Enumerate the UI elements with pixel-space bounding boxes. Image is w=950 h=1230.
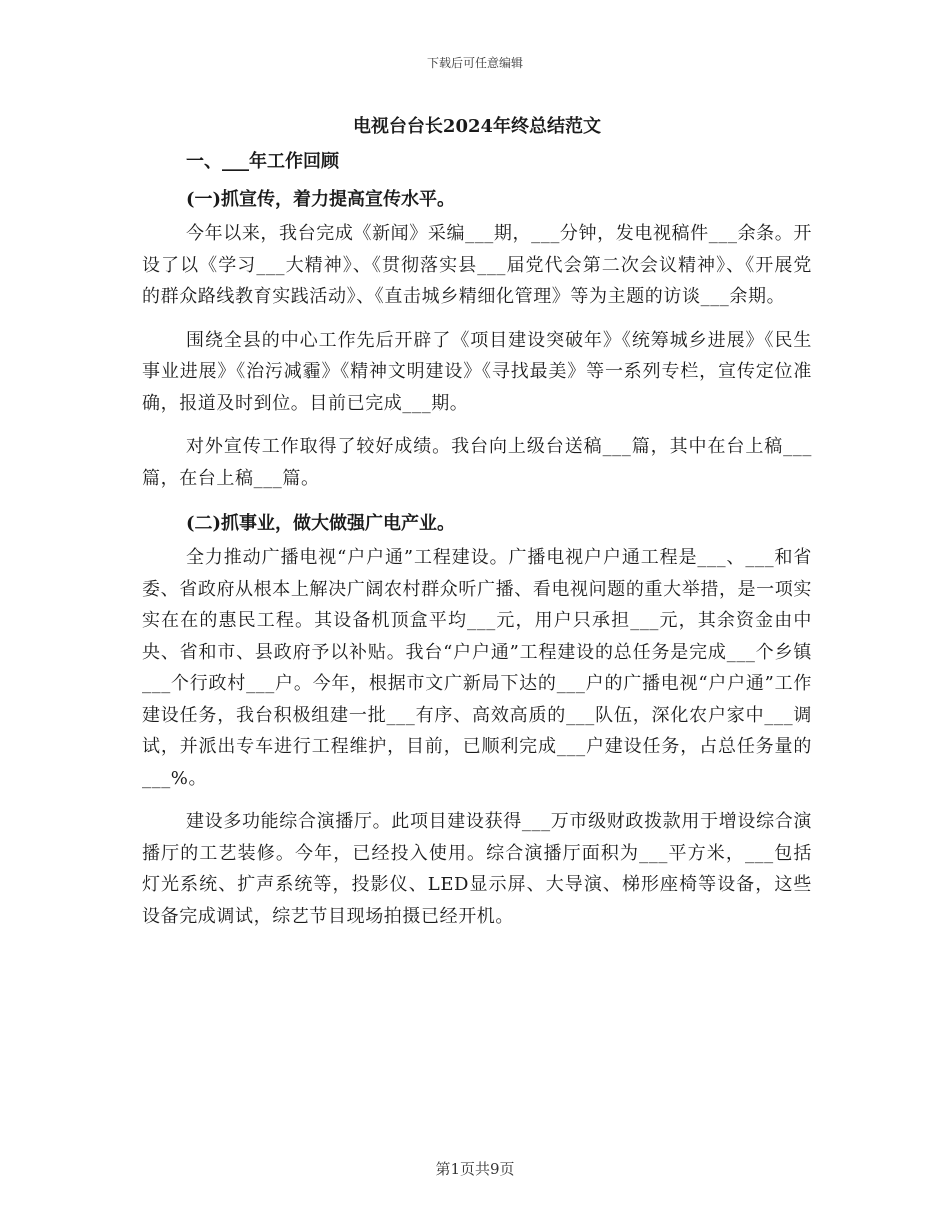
paragraph-news-production: 今年以来，我台完成《新闻》采编___期，___分钟，发电视稿件___余条。开设了以《学习___大精神》、《贯彻落实县___届党代会第二次会议精神》、《开展党的群众路线教育实践活动》、《直击城乡精细化管理》等为主题的访谈___余期。 [142,223,812,307]
paragraph-huhutong-project: 全力推动广播电视“户户通”工程建设。广播电视户户通工程是___、___和省委、省政府从根本上解决广阔农村群众听广播、看电视问题的重大举措，是一项实实在在的惠民工程。其设备机顶盒平均___元，用户只承担___元，其余资金由中央、省和市、县政府予以补贴。我台“户户通”工程建设的总任务是完成___个乡镇___个行政村___户。今年，根据市文广新局下达的___户的广播电视“户户通”工作建设任务，我台积极组建一批___有序、高效高质的___队伍，深化农户家中___调试，并派出专车进行工程维护，目前，已顺利完成___户建设任务，占总任务量的___%。 [142,547,812,789]
paragraph-studio-construction: 建设多功能综合演播厅。此项目建设获得___万市级财政拨款用于增设综合演播厅的工艺装修。今年，已经投入使用。综合演播厅面积为___平方米，___包括灯光系统、扩声系统等，投影仪、LED显示屏、大导演、梯形座椅等设备，这些设备完成调试，综艺节目现场拍摄已经开机。 [142,811,812,927]
document-body [142,112,812,932]
page-footer-number: 第1页共9页 [435,1160,515,1178]
document-title: 电视台台长2024年终总结范文 [352,116,602,137]
page-header-note: 下载后可任意编辑 [426,56,523,70]
section-heading-work-review: 一、___年工作回顾 [186,151,339,172]
paragraph-special-columns: 围绕全县的中心工作先后开辟了《项目建设突破年》《统筹城乡进展》《民生事业进展》《治污减霾》《精神文明建设》《寻找最美》等一系列专栏，宣传定位准确，报道及时到位。目前已完成___期。 [142,329,812,414]
subsection-heading-publicity: (一)抓宣传，着力提高宣传水平。 [186,189,456,210]
subsection-heading-industry: (二)抓事业，做大做强广电产业。 [186,513,456,534]
paragraph-external-publicity: 对外宣传工作取得了较好成绩。我台向上级台送稿___篇，其中在台上稿___篇，在台上稿___篇。 [142,436,812,489]
